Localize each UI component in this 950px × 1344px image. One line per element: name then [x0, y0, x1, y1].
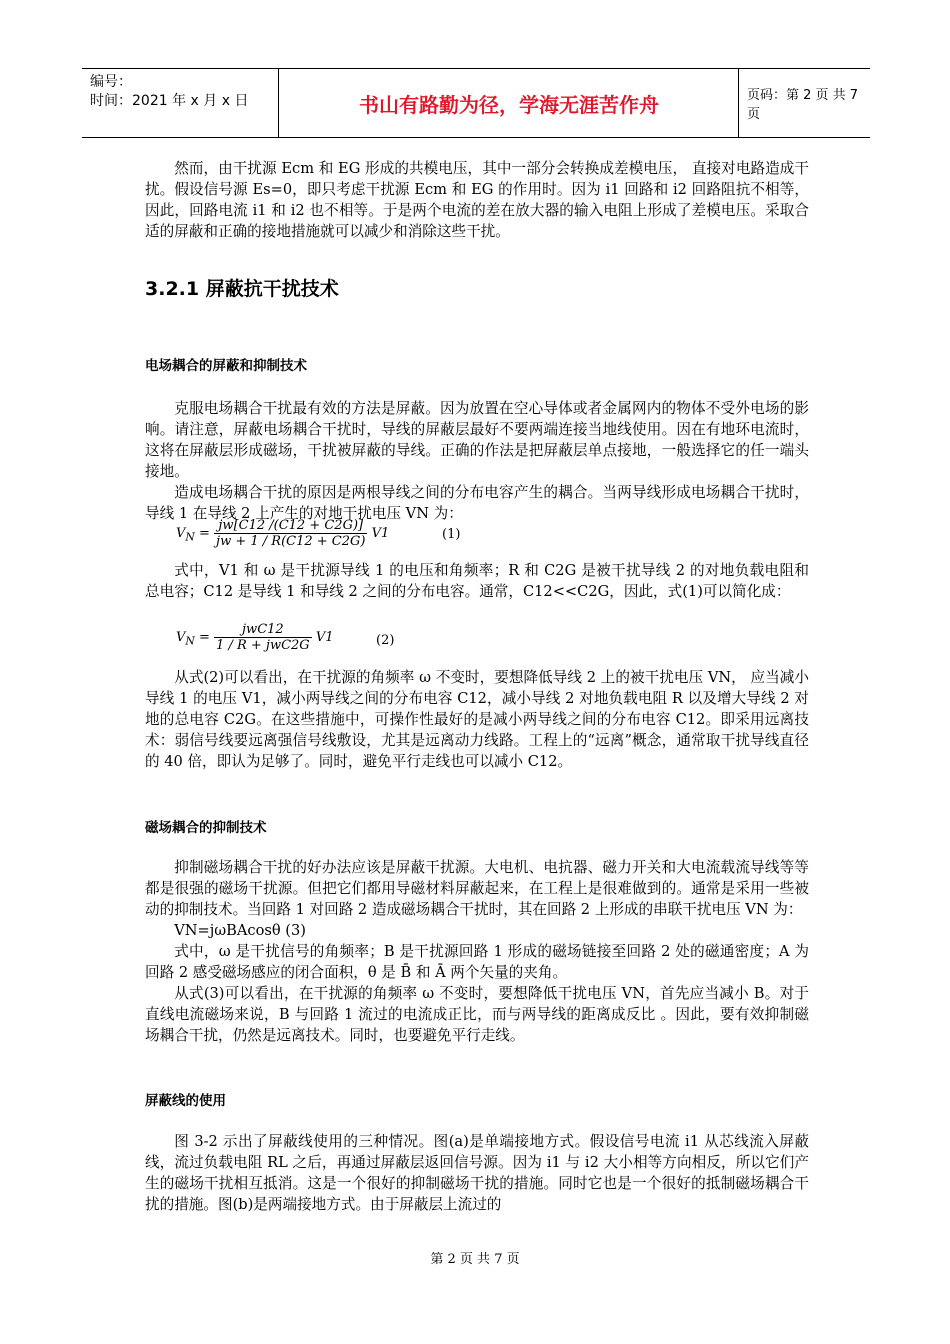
intro-block	[145, 158, 809, 242]
sub2-equation-3: VN=jωBAcosθ (3)	[174, 922, 306, 939]
sub2-paragraph-2: 式中，ω 是干扰信号的角频率；B 是干扰源回路 1 形成的磁场链接至回路 2 处的磁通密度；A 为回路 2 感受磁场感应的闭合面积，θ 是 B̄ 和 Ā 两个矢量的夹角。	[145, 943, 809, 981]
eq2-denominator: 1 / R + jwC2G	[216, 638, 310, 653]
eq2-lhs: V	[176, 630, 186, 645]
sub1-paragraph-3: 式中，V1 和 ω 是干扰源导线 1 的电压和角频率；R 和 C2G 是被干扰导线 2 的对地负载电阻和总电容；C12 是导线 1 和导线 2 之间的分布电容。通常，C12<<C2G，因此，式(1)可以简化成：	[145, 562, 809, 600]
sub3-title: 屏蔽线的使用	[145, 1093, 226, 1109]
header-motto: 书山有路勤为径，学海无涯苦作舟	[280, 69, 739, 137]
eq1-rhs: V1	[371, 526, 390, 541]
header-page-label: 页码：第 2 页 共 7 页	[747, 88, 859, 122]
eq1-lhs-sub: N	[185, 530, 195, 544]
intro-paragraph: 然而，由干扰源 Ecm 和 EG 形成的共模电压，其中一部分会转换成差模电压， 直接对电路造成干扰。假设信号源 Es=0，即只考虑干扰源 Ecm 和 EG 的作用时。因为 i1 回路和 i2 回路阻抗不相等，因此，回路电流 i1 和 i2 也不相等。于是两个电流的差在放大器的输入电阻上形成了差模电压。采取合适的屏蔽和正确的接地措施就可以减少和消除这些干扰。	[145, 160, 809, 240]
sub3-block	[145, 1131, 809, 1215]
sub2-title: 磁场耦合的抑制技术	[145, 820, 267, 836]
sub1-title: 电场耦合的屏蔽和抑制技术	[145, 358, 307, 374]
eq2-number: (2)	[376, 633, 395, 648]
eq2-fraction	[214, 622, 312, 653]
sub3-paragraph-1: 图 3-2 示出了屏蔽线使用的三种情况。图(a)是单端接地方式。假设信号电流 i1 从芯线流入屏蔽线，流过负载电阻 RL 之后，再通过屏蔽层返回信号源。因为 i1 与 i2 大小相等方向相反，所以它们产生的磁场干扰相互抵消。这是一个很好的抑制磁场干扰的措施。同时它也是一个很好的抵制磁场耦合干扰的措施。图(b)是两端接地方式。由于屏蔽层上流过的	[145, 1133, 809, 1213]
sub1-paragraph-2: 造成电场耦合干扰的原因是两根导线之间的分布电容产生的耦合。当两导线形成电场耦合干扰时，导线 1 在导线 2 上产生的对地干扰电压 VN 为：	[145, 484, 809, 522]
sub1-paragraph-1: 克服电场耦合干扰最有效的方法是屏蔽。因为放置在空心导体或者金属网内的物体不受外电场的影响。请注意，屏蔽电场耦合干扰时，导线的屏蔽层最好不要两端连接当地线使用。因在有地环电流时，这将在屏蔽层形成磁场，干扰被屏蔽的导线。正确的作法是把屏蔽层单点接地，一般选择它的任一端头接地。	[145, 400, 809, 480]
eq1-numerator: jw[C12 /(C12 + C2G)]	[214, 518, 367, 534]
sub1-paragraph-4: 从式(2)可以看出，在干扰源的角频率 ω 不变时，要想降低导线 2 上的被干扰电压 VN， 应当减小导线 1 的电压 V1，减小两导线之间的分布电容 C12，减小导线 2 对地负载电阻 R 以及增大导线 2 对地的总电容 C2G。在这些措施中，可操作性最好的是减小两导线之间的分布电容 C12。即采用远离技术：弱信号线要远离强信号线敷设，尤其是远离动力线路。工程上的“远离”概念，通常取干扰导线直径的 40 倍，即认为足够了。同时，避免平行走线也可以减小 C12。	[145, 669, 809, 770]
eq1-denominator: jw + 1 / R(C12 + C2G)	[216, 534, 366, 549]
eq2-numerator: jwC12	[214, 622, 312, 638]
eq2-lhs-sub: N	[185, 634, 195, 648]
sub2-paragraph-3: 从式(3)可以看出，在干扰源的角频率 ω 不变时，要想降低干扰电压 VN，首先应当减小 B。对于直线电流磁场来说，B 与回路 1 流过的电流成正比，而与两导线的距离成反比 。因此，要有效抑制磁场耦合干扰，仍然是远离技术。同时，也要避免平行走线。	[145, 985, 809, 1044]
equation-1: $V_N$ = $\frac{jw[C12 /(C12 + C2G)]}{jw + 1 / R(C12 + C2G)}$ V1	[176, 518, 390, 549]
sub2-block	[145, 857, 809, 1046]
sub1-block-c	[145, 667, 809, 772]
header-meta	[82, 69, 279, 137]
eq2-rhs: V1	[315, 630, 334, 645]
date-label: 时间：2021 年 x 月 x 日	[90, 93, 249, 109]
eq1-fraction	[214, 518, 367, 549]
page-footer: 第 2 页 共 7 页	[430, 1252, 520, 1267]
section-title: 3.2.1 屏蔽抗干扰技术	[145, 278, 339, 300]
number-label: 编号：	[90, 74, 132, 90]
sub1-block-a	[145, 398, 809, 524]
equation-2: $V_N$ = $\frac{\text{jwC12}}{\text{1 / R + jwC2G}}$ V1	[176, 622, 334, 653]
eq1-number: (1)	[442, 527, 461, 542]
eq1-lhs: V	[176, 526, 186, 541]
page-header	[82, 68, 870, 138]
sub1-block-b	[145, 560, 809, 602]
sub2-paragraph-1: 抑制磁场耦合干扰的好办法应该是屏蔽干扰源。大电机、电抗器、磁力开关和大电流载流导线等等都是很强的磁场干扰源。但把它们都用导磁材料屏蔽起来，在工程上是很难做到的。通常是采用一些被动的抑制技术。当回路 1 对回路 2 造成磁场耦合干扰时，其在回路 2 上形成的串联干扰电压 VN 为：	[145, 859, 809, 918]
